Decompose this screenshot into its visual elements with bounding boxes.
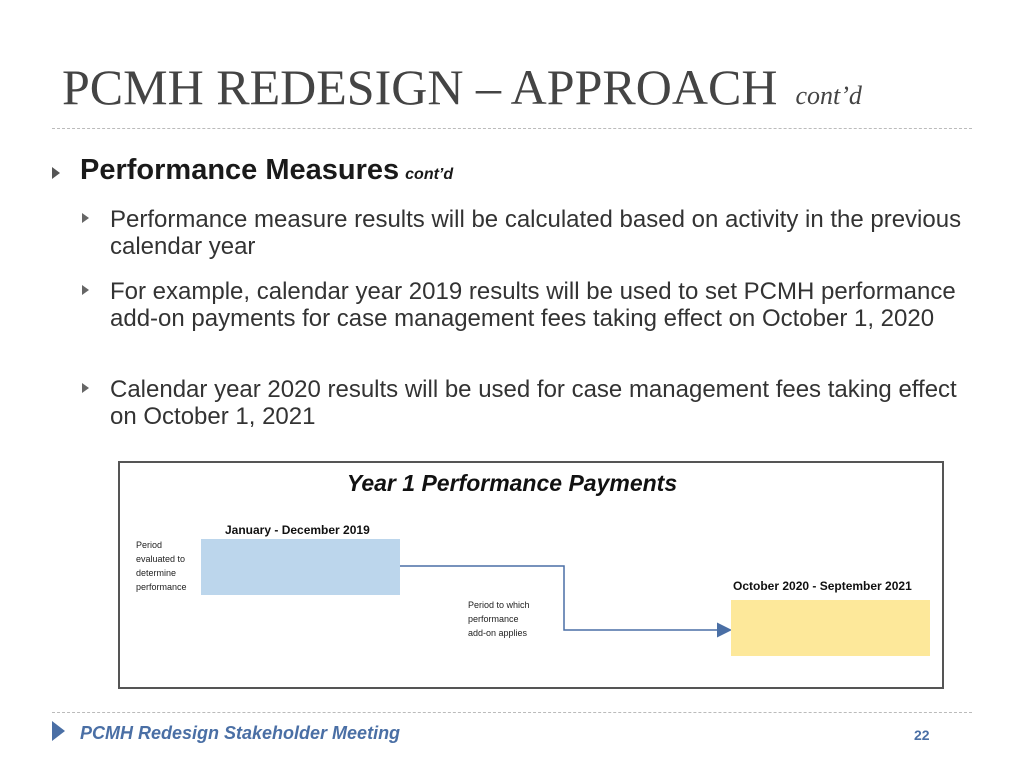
diagram-title: Year 1 Performance Payments	[346, 470, 678, 496]
slide-title-contd: cont’d	[795, 81, 862, 110]
footer-triangle-icon	[52, 721, 65, 741]
bullet-item: For example, calendar year 2019 results will be used to set PCMH performance add-on payments for case management fees taking effect on October 1, 2020	[110, 278, 956, 332]
slide-title-text: PCMH REDESIGN – APPROACH	[62, 59, 778, 115]
bullet-item: Performance measure results will be calculated based on activity in the previous calendar year	[110, 206, 962, 260]
period1-note: Period evaluated to determine performance	[136, 540, 187, 592]
footer-text: PCMH Redesign Stakeholder Meeting	[80, 723, 401, 743]
footer-divider	[52, 712, 972, 713]
section-heading-text: Performance Measures	[80, 154, 400, 186]
period1-label: January - December 2019	[225, 523, 370, 537]
bullet-item: Calendar year 2020 results will be used for case management fees taking effect on October 1, 2021	[110, 376, 957, 430]
page-number: 22	[914, 727, 930, 743]
section-heading-contd: cont’d	[405, 166, 454, 183]
period2-bar	[731, 600, 930, 656]
period2-note: Period to which performance add-on applies	[468, 600, 530, 638]
period2-label: October 2020 - September 2021	[733, 579, 912, 593]
